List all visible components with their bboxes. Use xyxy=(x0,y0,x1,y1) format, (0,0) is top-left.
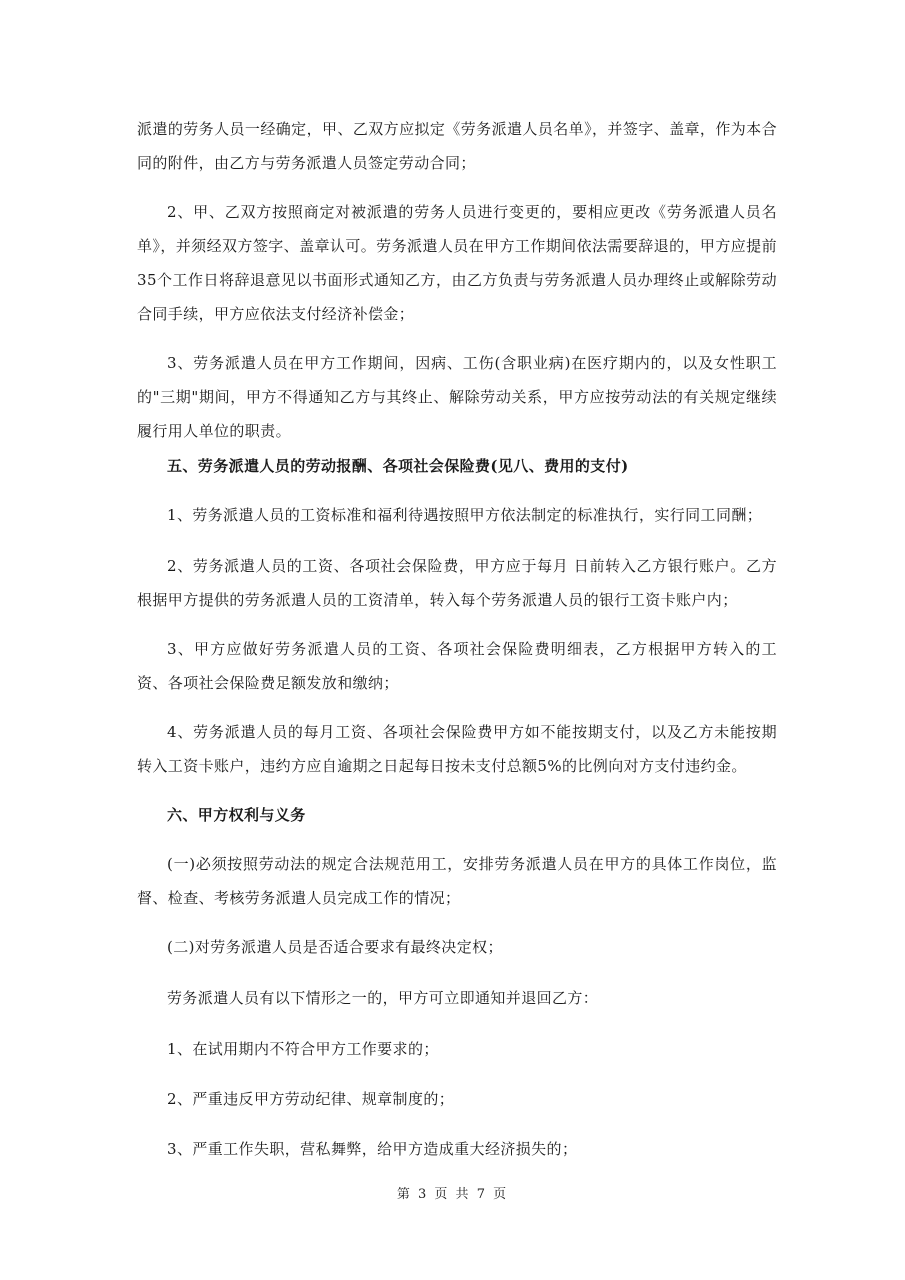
paragraph-5-3: 3、甲方应做好劳务派遣人员的工资、各项社会保险费明细表，乙方根据甲方转入的工资、各项社会保险费足额发放和缴纳； xyxy=(137,640,777,692)
paragraph-6-list-2: 2、严重违反甲方劳动纪律、规章制度的； xyxy=(167,1090,455,1108)
paragraph-6-3: 劳务派遣人员有以下情形之一的，甲方可立即通知并退回乙方： xyxy=(167,989,599,1007)
paragraph-6-list-1: 1、在试用期内不符合甲方工作要求的； xyxy=(167,1040,439,1058)
paragraph-attachment: 派遣的劳务人员一经确定，甲、乙双方应拟定《劳务派遣人员名单》，并签字、盖章，作为本合同的附件，由乙方与劳务派遣人员签定劳动合同； xyxy=(137,120,777,172)
paragraph-5-1: 1、劳务派遣人员的工资标准和福利待遇按照甲方依法制定的标准执行，实行同工同酬； xyxy=(167,506,763,524)
section-heading-6: 六、甲方权利与义务 xyxy=(167,806,306,824)
paragraph-6-list-3: 3、严重工作失职，营私舞弊，给甲方造成重大经济损失的； xyxy=(167,1140,578,1158)
paragraph-6-2: (二)对劳务派遣人员是否适合要求有最终决定权； xyxy=(167,938,503,956)
paragraph-5-4: 4、劳务派遣人员的每月工资、各项社会保险费甲方如不能按期支付，以及乙方未能按期转入工资卡账户，违约方应自逾期之日起每日按未支付总额5%的比例向对方支付违约金。 xyxy=(137,723,777,775)
paragraph-5-2: 2、劳务派遣人员的工资、各项社会保险费，甲方应于每月 日前转入乙方银行账户。乙方根据甲方提供的劳务派遣人员的工资清单，转入每个劳务派遣人员的银行工资卡账户内； xyxy=(137,557,777,609)
page-number-footer: 第 3 页 共 7 页 xyxy=(396,1187,509,1202)
paragraph-4-3: 3、劳务派遣人员在甲方工作期间，因病、工伤(含职业病)在医疗期内的，以及女性职工的"三期"期间，甲方不得通知乙方与其终止、解除劳动关系，甲方应按劳动法的有关规定继续履行用人单位的职责。 xyxy=(137,354,777,440)
paragraph-6-1: (一)必须按照劳动法的规定合法规范用工，安排劳务派遣人员在甲方的具体工作岗位，监督、检查、考核劳务派遣人员完成工作的情况； xyxy=(137,855,777,907)
paragraph-4-2: 2、甲、乙双方按照商定对被派遣的劳务人员进行变更的，要相应更改《劳务派遣人员名单》，并须经双方签字、盖章认可。劳务派遣人员在甲方工作期间依法需要辞退的，甲方应提前35个工作日将辞退意见以书面形式通知乙方，由乙方负责与劳务派遣人员办理终止或解除劳动合同手续，甲方应依法支付经济补偿金； xyxy=(137,203,777,323)
section-heading-5: 五、劳务派遣人员的劳动报酬、各项社会保险费(见八、费用的支付) xyxy=(167,457,629,475)
